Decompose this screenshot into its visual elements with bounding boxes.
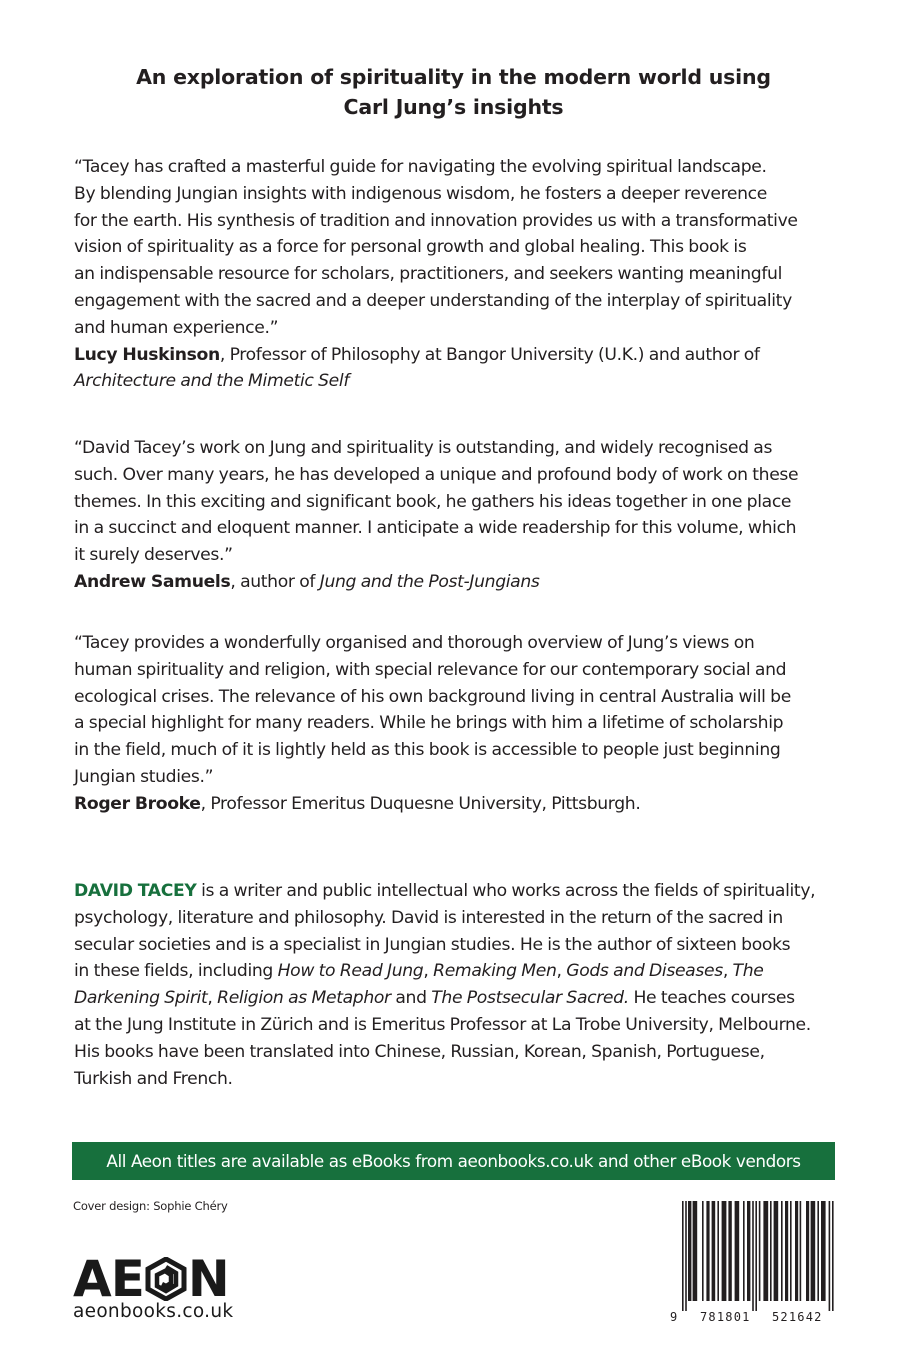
barcode-bars-icon [682, 1201, 834, 1311]
aeon-wordmark [73, 1250, 238, 1308]
quote-line: themes. In this exciting and significant book, he gathers his ideas together in one place [74, 491, 792, 512]
quote-line: an indispensable resource for scholars, practitioners, and seekers wanting meaningful [74, 264, 783, 285]
book-title: Remaking Men [433, 961, 557, 982]
banner-text: All Aeon titles are available as eBooks from aeonbooks.co.uk and other eBook vendors [106, 1151, 801, 1171]
bio-line: Darkening Spirit, Religion as Metaphor and The Postsecular Sacred. He teaches courses [74, 988, 795, 1009]
quote-line: in the field, much of it is lightly held as this book is accessible to people just beginning [74, 740, 781, 761]
endorsement-huskinson [74, 154, 835, 395]
quote-line: “Tacey provides a wonderfully organised and thorough overview of Jung’s views on [74, 633, 755, 653]
book-title: Darkening Spirit [74, 988, 208, 1009]
quote-line: engagement with the sacred and a deeper understanding of the interplay of spirituality [74, 290, 792, 311]
quote-line: such. Over many years, he has developed a unique and profound body of work on these [74, 464, 799, 485]
book-title: How to Read Jung [277, 961, 424, 982]
book-title: Religion as Metaphor [217, 988, 391, 1009]
endorser-work: Architecture and the Mimetic Self [74, 371, 350, 392]
tagline [70, 62, 837, 122]
endorser-role: , Professor of Philosophy at Bangor University (U.K.) and author of [219, 344, 760, 365]
quote-line: By blending Jungian insights with indigenous wisdom, he fosters a deeper reverence [74, 183, 767, 204]
endorsement-brooke [74, 630, 835, 818]
book-title: Gods and Diseases [566, 961, 723, 982]
barcode-digit-prefix: 9 [670, 1310, 679, 1324]
logo-letter-e: E [110, 1250, 144, 1308]
quote-line: and human experience.” [74, 317, 279, 338]
endorser-name: Roger Brooke [74, 793, 201, 814]
barcode-digits-right: 521642 [772, 1310, 823, 1324]
book-title: The [732, 961, 764, 982]
endorsement-samuels [74, 435, 835, 596]
publisher-logo [73, 1250, 238, 1322]
quote-line: in a succinct and eloquent manner. I anticipate a wide readership for this volume, which [74, 518, 797, 539]
endorser-work: Jung and the Post-Jungians [319, 571, 540, 592]
endorser-attribution [74, 569, 835, 596]
author-name: DAVID TACEY [74, 881, 197, 901]
bio-line: psychology, literature and philosophy. David is interested in the return of the sacred in [74, 907, 783, 928]
hexagon-spiral-icon [145, 1257, 187, 1301]
logo-letter-n: N [187, 1250, 229, 1308]
endorser-attribution [74, 342, 835, 369]
tagline-line-2: Carl Jung’s insights [343, 95, 564, 119]
quote-line: human spirituality and religion, with special relevance for our contemporary social and [74, 659, 787, 680]
quote-line: vision of spirituality as a force for personal growth and global healing. This book is [74, 237, 747, 258]
endorser-name: Andrew Samuels [74, 571, 231, 592]
bio-line: secular societies and is a specialist in Jungian studies. He is the author of sixteen books [74, 934, 791, 955]
quote-line: a special highlight for many readers. While he brings with him a lifetime of scholarship [74, 713, 784, 734]
endorser-role: , author of [230, 571, 320, 592]
isbn-barcode [668, 1201, 840, 1327]
endorser-role: , Professor Emeritus Duquesne University, Pittsburgh. [200, 793, 641, 814]
ebook-availability-banner [72, 1142, 835, 1180]
author-bio: DAVID TACEY is a writer and public intellectual who works across the fields of spirituality, psychology, literature and philosophy. David is interested in the return of the sacred in secular societies and is a specialist in Jungian studies. He is the author of sixteen books in these fields, including How to Read Jung, Remaking Men, Gods and Diseases, The Darkening Spirit, Religion as Metaphor and The Postsecular Sacred. He teaches courses at the Jung Institute in Zürich and is Emeritus Professor at La Trobe University, Melbourne. His books have been translated into Chinese, Russian, Korean, Spanish, Portuguese, Turkish and French. [74, 878, 835, 1092]
book-title: The Postsecular Sacred. [431, 988, 629, 1009]
quote-line: Jungian studies.” [74, 766, 214, 787]
logo-letter-a: A [73, 1250, 111, 1308]
quote-line: “Tacey has crafted a masterful guide for navigating the evolving spiritual landscape. [74, 157, 767, 177]
barcode-digits-left: 781801 [700, 1310, 751, 1324]
cover-design-credit: Cover design: Sophie Chéry [73, 1199, 228, 1213]
publisher-url: aeonbooks.co.uk [73, 1301, 234, 1322]
endorser-attribution [74, 791, 835, 818]
quote-line: “David Tacey’s work on Jung and spirituality is outstanding, and widely recognised as [74, 438, 773, 458]
quote-line: it surely deserves.” [74, 545, 233, 566]
bio-line: Turkish and French. [74, 1068, 233, 1089]
bio-line: His books have been translated into Chinese, Russian, Korean, Spanish, Portuguese, [74, 1041, 765, 1062]
endorser-name: Lucy Huskinson [74, 344, 220, 365]
bio-line: in these fields, including How to Read Jung, Remaking Men, Gods and Diseases, The [74, 961, 764, 982]
quote-line: ecological crises. The relevance of his own background living in central Australia will be [74, 686, 791, 707]
bio-line: at the Jung Institute in Zürich and is Emeritus Professor at La Trobe University, Melbourne. [74, 1014, 811, 1035]
tagline-line-1: An exploration of spirituality in the modern world using [136, 65, 771, 89]
quote-line: for the earth. His synthesis of tradition and innovation provides us with a transformative [74, 210, 798, 231]
